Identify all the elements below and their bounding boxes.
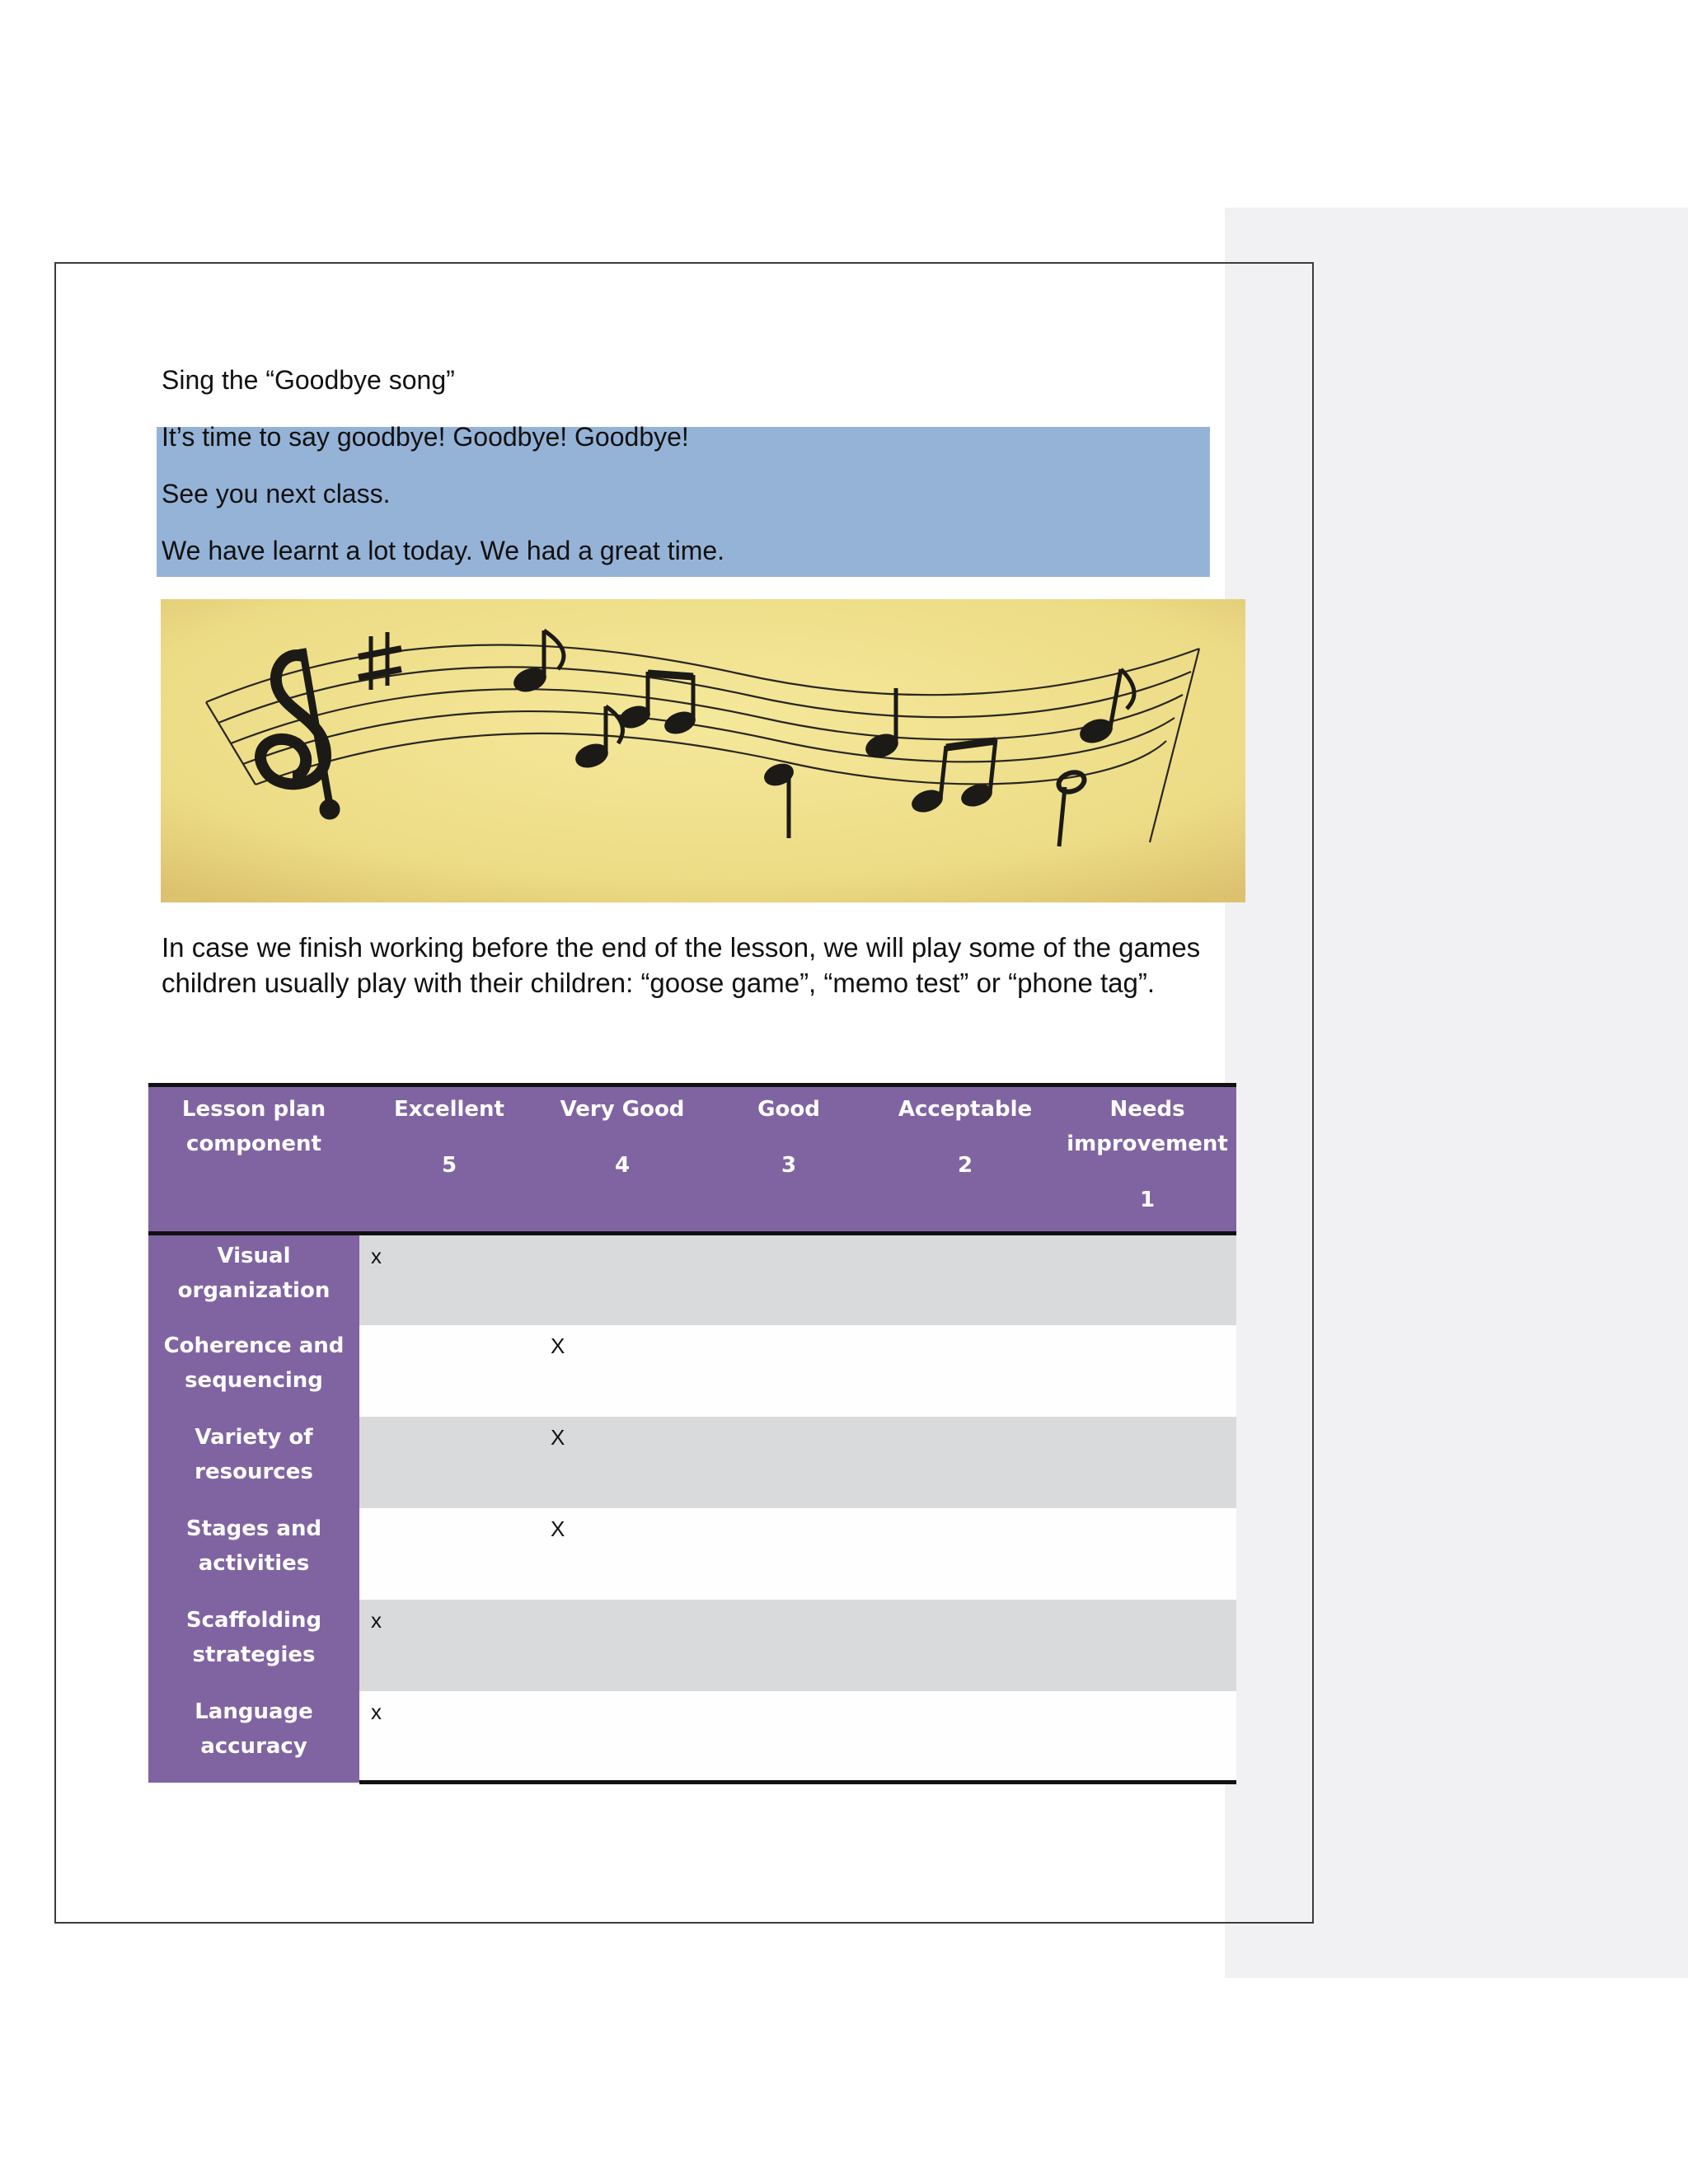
mark-cell [539, 1691, 706, 1783]
header-label: Good [757, 1097, 820, 1122]
evaluation-rubric-table [148, 1083, 1236, 1784]
mark-cell: x [359, 1600, 539, 1691]
table-row [148, 1508, 1236, 1600]
mark-cell [706, 1600, 872, 1691]
mark-cell: X [539, 1417, 706, 1508]
mark-cell [706, 1417, 872, 1508]
mark-cell [359, 1417, 539, 1508]
mark-cell [872, 1508, 1058, 1600]
mark-cell: x [359, 1691, 539, 1783]
header-label: Acceptable [898, 1097, 1033, 1122]
header-score: 3 [781, 1153, 797, 1178]
header-score: 2 [957, 1153, 973, 1178]
header-very-good [539, 1085, 706, 1234]
rubric-header-row [148, 1085, 1236, 1234]
mark-cell [539, 1234, 706, 1325]
mark-cell: x [359, 1234, 539, 1325]
song-line-3: We have learnt a lot today. We had a great time. [162, 536, 725, 565]
song-line-1: It’s time to say goodbye! Goodbye! Goodbye! [162, 422, 689, 452]
mark-cell [872, 1691, 1058, 1783]
table-row [148, 1600, 1236, 1691]
header-label: Lesson plan component [181, 1097, 326, 1156]
header-component [148, 1085, 359, 1234]
mark-cell [872, 1600, 1058, 1691]
row-component: Stages and activities [148, 1508, 359, 1600]
song-line-2: See you next class. [162, 479, 391, 509]
mark-cell [706, 1234, 872, 1325]
header-label: Very Good [560, 1097, 685, 1122]
mark-cell [706, 1508, 872, 1600]
header-good [706, 1085, 872, 1234]
mark-cell [1058, 1508, 1236, 1600]
table-row [148, 1234, 1236, 1325]
row-component: Variety of resources [148, 1417, 359, 1508]
header-label: Needs improvement [1067, 1097, 1228, 1156]
mark-cell [1058, 1691, 1236, 1783]
header-needs-improvement [1058, 1085, 1236, 1234]
mark-cell [872, 1417, 1058, 1508]
header-excellent [359, 1085, 539, 1234]
mark-cell [539, 1600, 706, 1691]
header-score: 4 [614, 1153, 631, 1178]
row-component: Scaffolding strategies [148, 1600, 359, 1691]
header-score: 1 [1139, 1188, 1156, 1212]
row-component: Language accuracy [148, 1691, 359, 1783]
mark-cell [1058, 1600, 1236, 1691]
mark-cell [359, 1325, 539, 1417]
mark-cell [1058, 1234, 1236, 1325]
table-row [148, 1691, 1236, 1783]
table-row [148, 1325, 1236, 1417]
row-component: Visual organization [148, 1234, 359, 1325]
mark-cell [1058, 1325, 1236, 1417]
header-label: Excellent [394, 1097, 504, 1122]
games-paragraph: In case we finish working before the end of the lesson, we will play some of the games children usually play with their children: “goose game”, “memo test” or “phone tag”. [162, 932, 1201, 998]
mark-cell [706, 1691, 872, 1783]
music-notes-staff-image [161, 599, 1245, 902]
row-component: Coherence and sequencing [148, 1325, 359, 1417]
header-score: 5 [441, 1153, 457, 1178]
song-heading: Sing the “Goodbye song” [162, 365, 455, 395]
mark-cell [706, 1325, 872, 1417]
header-acceptable [872, 1085, 1058, 1234]
mark-cell: X [539, 1508, 706, 1600]
mark-cell [872, 1325, 1058, 1417]
mark-cell: X [539, 1325, 706, 1417]
table-row [148, 1417, 1236, 1508]
mark-cell [359, 1508, 539, 1600]
mark-cell [1058, 1417, 1236, 1508]
mark-cell [872, 1234, 1058, 1325]
